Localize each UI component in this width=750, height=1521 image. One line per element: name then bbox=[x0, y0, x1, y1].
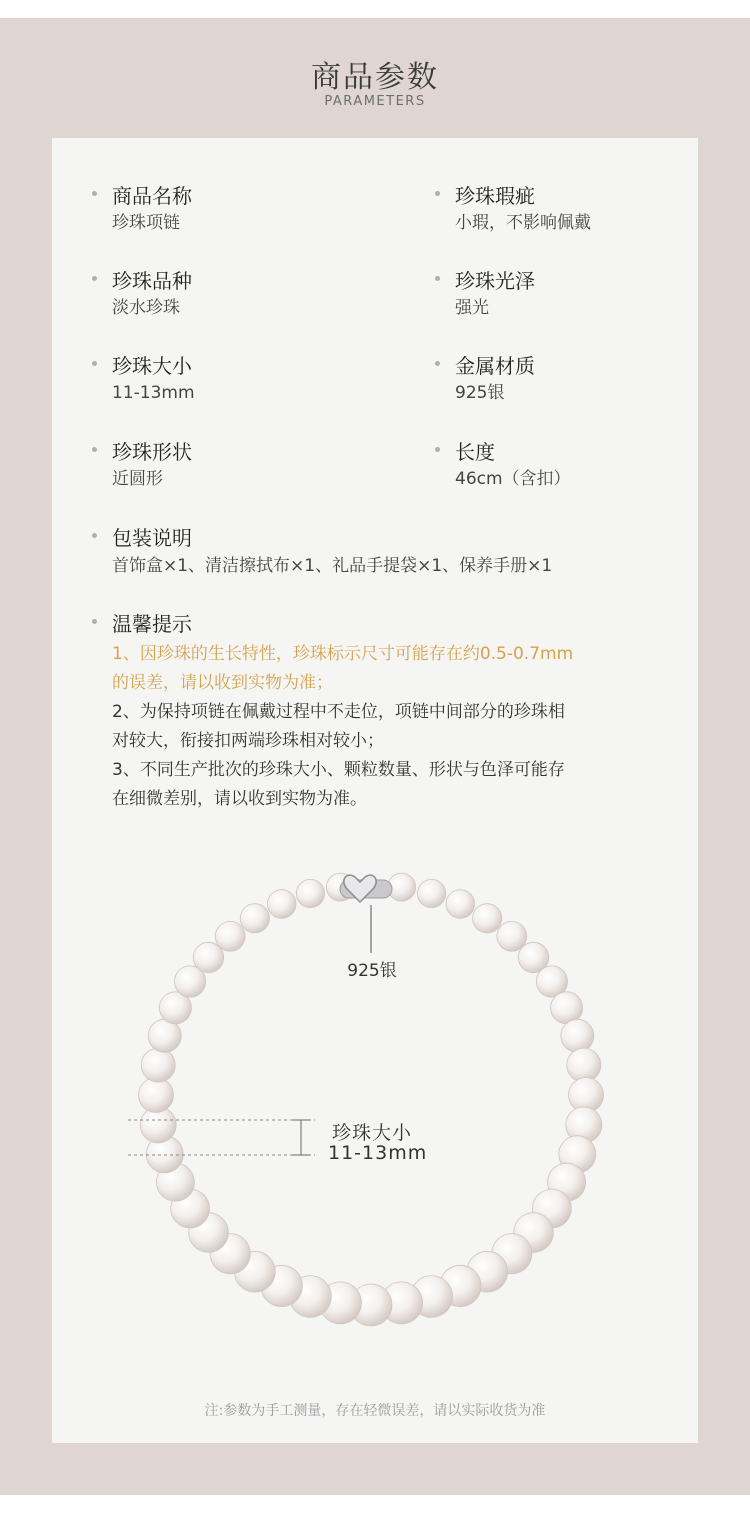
clasp-icon bbox=[340, 875, 392, 902]
pearl bbox=[240, 904, 269, 933]
tip-line: 的误差，请以收到实物为准； bbox=[112, 673, 333, 693]
pearl bbox=[141, 1048, 175, 1082]
pearl bbox=[296, 879, 324, 907]
clasp-label: 925银 bbox=[347, 961, 397, 981]
param-value: 近圆形 bbox=[112, 469, 163, 489]
footnote: 注:参数为手工测量，存在轻微误差，请以实际收货为准 bbox=[204, 1403, 546, 1419]
param-label: 珍珠形状 bbox=[112, 440, 192, 464]
pearl bbox=[473, 904, 502, 933]
pearl bbox=[561, 1019, 594, 1052]
param-label: 珍珠光泽 bbox=[455, 269, 535, 293]
param-value: 淡水珍珠 bbox=[112, 298, 180, 318]
param-value: 925银 bbox=[455, 383, 505, 403]
pearl bbox=[148, 1019, 181, 1052]
pearl bbox=[215, 921, 245, 951]
tip-line: 2、为保持项链在佩戴过程中不走位，项链中间部分的珍珠相 bbox=[112, 702, 565, 722]
param-label: 商品名称 bbox=[112, 184, 192, 208]
page-subtitle: PARAMETERS bbox=[324, 94, 426, 109]
packaging-value: 首饰盒×1、清洁擦拭布×1、礼品手提袋×1、保养手册×1 bbox=[112, 556, 553, 576]
param-label: 金属材质 bbox=[455, 354, 535, 378]
page-title: 商品参数 bbox=[311, 60, 439, 95]
param-value: 小瑕，不影响佩戴 bbox=[455, 213, 591, 233]
pearl bbox=[267, 890, 296, 919]
pearl bbox=[567, 1048, 601, 1082]
param-value: 46cm（含扣） bbox=[455, 469, 571, 489]
param-label: 长度 bbox=[455, 440, 495, 464]
tips-label: 温馨提示 bbox=[112, 612, 192, 636]
size-label: 珍珠大小 bbox=[332, 1122, 413, 1144]
param-value: 珍珠项链 bbox=[112, 213, 180, 233]
param-label: 珍珠大小 bbox=[112, 354, 192, 378]
param-label: 珍珠品种 bbox=[112, 269, 192, 293]
size-value: 11-13mm bbox=[328, 1142, 428, 1164]
param-value: 强光 bbox=[455, 298, 489, 318]
pearl bbox=[446, 890, 475, 919]
pearl bbox=[418, 879, 446, 907]
pearl bbox=[139, 1078, 174, 1113]
tip-line: 3、不同生产批次的珍珠大小、颗粒数量、形状与色泽可能存 bbox=[112, 760, 565, 780]
tip-line: 在细微差别，请以收到实物为准。 bbox=[112, 789, 367, 809]
param-value: 11-13mm bbox=[112, 383, 195, 403]
tip-line: 1、因珍珠的生长特性，珍珠标示尺寸可能存在约0.5-0.7mm bbox=[112, 644, 574, 664]
param-label: 珍珠瑕疵 bbox=[455, 184, 535, 208]
packaging-label: 包装说明 bbox=[112, 526, 192, 550]
tip-line: 对较大，衔接扣两端珍珠相对较小； bbox=[112, 731, 384, 751]
